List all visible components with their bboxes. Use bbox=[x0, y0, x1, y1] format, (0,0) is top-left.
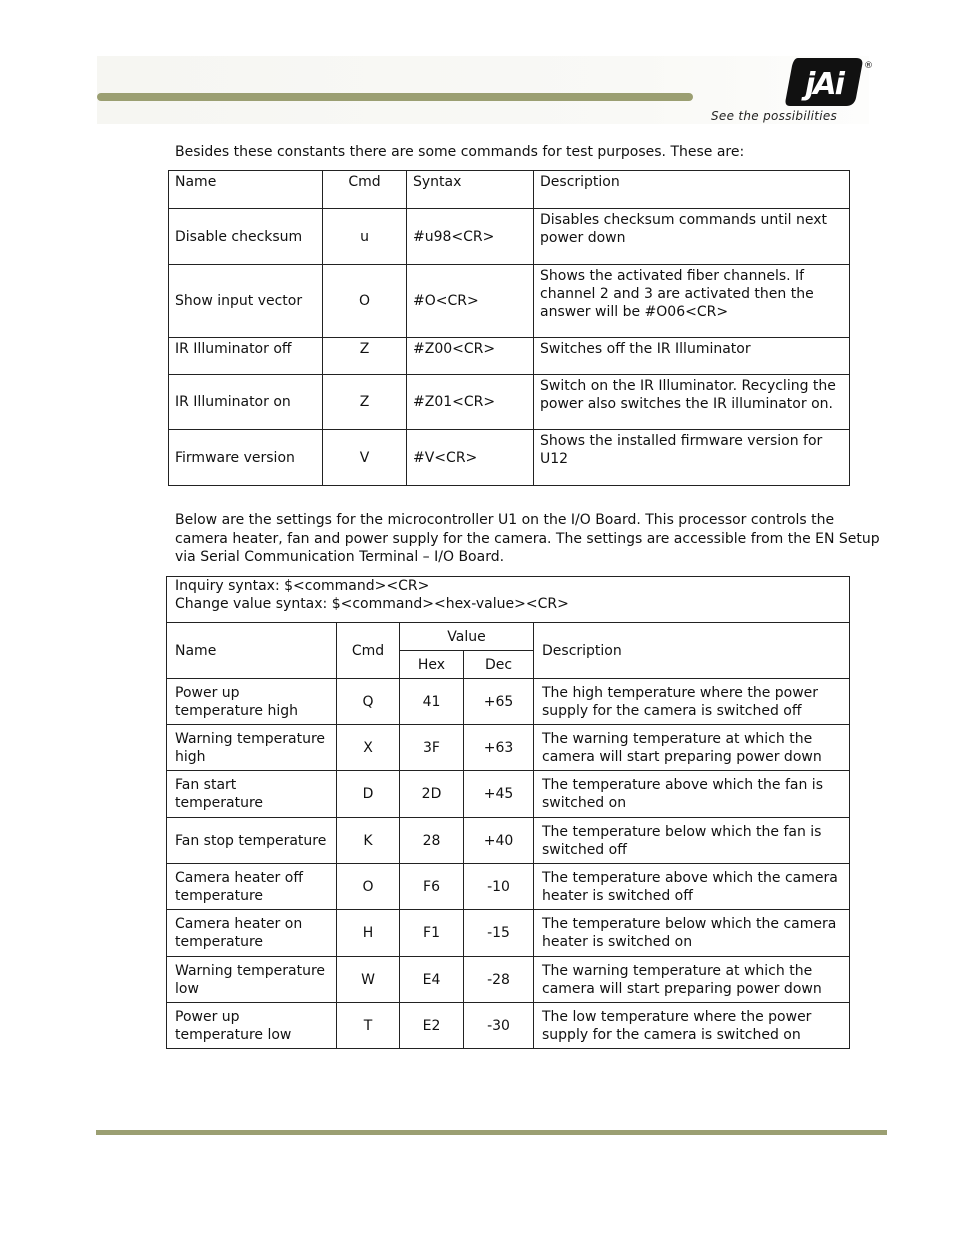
description-cell: Disables checksum commands until next power down bbox=[534, 209, 850, 265]
description-cell: Switches off the IR Illuminator bbox=[534, 338, 850, 375]
name-cell: Power up temperature high bbox=[167, 679, 337, 725]
description-cell: The temperature above which the camera heater is switched off bbox=[534, 864, 850, 910]
inquiry-syntax: Inquiry syntax: $<command><CR> bbox=[175, 578, 430, 594]
table-row bbox=[169, 338, 850, 375]
cmd-cell: Q bbox=[337, 679, 400, 725]
description-cell: The high temperature where the power supply for the camera is switched off bbox=[534, 679, 850, 725]
hex-cell: 28 bbox=[400, 818, 464, 864]
description-cell: The warning temperature at which the camera will start preparing power down bbox=[534, 725, 850, 771]
dec-cell: +63 bbox=[464, 725, 534, 771]
intro-paragraph: Besides these constants there are some commands for test purposes. These are: bbox=[175, 144, 745, 160]
dec-cell: -28 bbox=[464, 957, 534, 1003]
dec-cell: +45 bbox=[464, 771, 534, 818]
dec-cell: -30 bbox=[464, 1003, 534, 1049]
header-cell: Cmd bbox=[337, 623, 400, 679]
syntax-cell: #u98<CR> bbox=[407, 209, 534, 265]
syntax-cell: #V<CR> bbox=[407, 430, 534, 486]
jai-logo bbox=[786, 56, 873, 108]
header-rule bbox=[97, 93, 693, 101]
dec-cell: -15 bbox=[464, 910, 534, 957]
cmd-cell: O bbox=[323, 265, 407, 338]
cmd-cell: T bbox=[337, 1003, 400, 1049]
hex-cell: 41 bbox=[400, 679, 464, 725]
header-cell-dec: Dec bbox=[464, 651, 534, 679]
table-row bbox=[169, 209, 850, 265]
cmd-cell: H bbox=[337, 910, 400, 957]
header-cell-hex: Hex bbox=[400, 651, 464, 679]
name-cell: Warning temperature low bbox=[167, 957, 337, 1003]
table-row bbox=[169, 375, 850, 430]
name-cell: Power up temperature low bbox=[167, 1003, 337, 1049]
test-commands-table bbox=[168, 170, 850, 486]
table-row bbox=[167, 864, 850, 910]
svg-text:jAi: jAi bbox=[805, 67, 843, 102]
settings-intro-paragraph: Below are the settings for the microcontroller U1 on the I/O Board. This processor controls the camera heater, fan and power supply for the camera. The settings are accessible from the EN Setup via Serial Communication Terminal – I/O Board. bbox=[175, 512, 880, 565]
header-cell: Name bbox=[167, 623, 337, 679]
name-cell: Firmware version bbox=[169, 430, 323, 486]
hex-cell: E4 bbox=[400, 957, 464, 1003]
table-row bbox=[169, 265, 850, 338]
description-cell: The low temperature where the power supply for the camera is switched on bbox=[534, 1003, 850, 1049]
brand-tagline: See the possibilities bbox=[711, 109, 838, 123]
hex-cell: E2 bbox=[400, 1003, 464, 1049]
name-cell: Show input vector bbox=[169, 265, 323, 338]
cmd-cell: Z bbox=[323, 338, 407, 375]
hex-cell: 3F bbox=[400, 725, 464, 771]
name-cell: Fan stop temperature bbox=[167, 818, 337, 864]
header-cell: Description bbox=[534, 171, 850, 209]
header-cell: Description bbox=[534, 623, 850, 679]
header-cell: Syntax bbox=[407, 171, 534, 209]
name-cell: Fan start temperature bbox=[167, 771, 337, 818]
syntax-row bbox=[167, 577, 850, 623]
description-cell: Shows the activated fiber channels. If channel 2 and 3 are activated then the answer will be #O06<CR> bbox=[534, 265, 850, 338]
cmd-cell: u bbox=[323, 209, 407, 265]
svg-text:®: ® bbox=[864, 61, 873, 71]
hex-cell: 2D bbox=[400, 771, 464, 818]
dec-cell: +65 bbox=[464, 679, 534, 725]
cmd-cell: Z bbox=[323, 375, 407, 430]
header-cell: Cmd bbox=[323, 171, 407, 209]
table-header-row bbox=[169, 171, 850, 209]
hex-cell: F1 bbox=[400, 910, 464, 957]
table-row bbox=[167, 679, 850, 725]
description-cell: The temperature below which the fan is switched off bbox=[534, 818, 850, 864]
header-cell: Name bbox=[169, 171, 323, 209]
name-cell: Camera heater on temperature bbox=[167, 910, 337, 957]
description-cell: The warning temperature at which the camera will start preparing power down bbox=[534, 957, 850, 1003]
table-header-row bbox=[167, 623, 850, 651]
name-cell: Disable checksum bbox=[169, 209, 323, 265]
description-cell: The temperature below which the camera heater is switched on bbox=[534, 910, 850, 957]
dec-cell: -10 bbox=[464, 864, 534, 910]
header-cell-value: Value bbox=[400, 623, 534, 651]
dec-cell: +40 bbox=[464, 818, 534, 864]
table-row bbox=[167, 957, 850, 1003]
syntax-cell: #Z01<CR> bbox=[407, 375, 534, 430]
syntax-cell: #Z00<CR> bbox=[407, 338, 534, 375]
name-cell: Camera heater off temperature bbox=[167, 864, 337, 910]
table-row bbox=[169, 430, 850, 486]
syntax-cell: #O<CR> bbox=[407, 265, 534, 338]
cmd-cell: X bbox=[337, 725, 400, 771]
footer-rule bbox=[96, 1130, 887, 1135]
syntax-cell bbox=[167, 577, 850, 623]
io-board-settings-table bbox=[166, 576, 850, 1049]
description-cell: Shows the installed firmware version for U12 bbox=[534, 430, 850, 486]
hex-cell: F6 bbox=[400, 864, 464, 910]
name-cell: IR Illuminator on bbox=[169, 375, 323, 430]
table-row bbox=[167, 818, 850, 864]
cmd-cell: D bbox=[337, 771, 400, 818]
change-value-syntax: Change value syntax: $<command><hex-value><CR> bbox=[175, 596, 569, 612]
table-row bbox=[167, 1003, 850, 1049]
table-row bbox=[167, 910, 850, 957]
description-cell: Switch on the IR Illuminator. Recycling the power also switches the IR illuminator on. bbox=[534, 375, 850, 430]
description-cell: The temperature above which the fan is switched on bbox=[534, 771, 850, 818]
table-row bbox=[167, 725, 850, 771]
name-cell: IR Illuminator off bbox=[169, 338, 323, 375]
name-cell: Warning temperature high bbox=[167, 725, 337, 771]
cmd-cell: W bbox=[337, 957, 400, 1003]
table-row bbox=[167, 771, 850, 818]
cmd-cell: V bbox=[323, 430, 407, 486]
cmd-cell: O bbox=[337, 864, 400, 910]
cmd-cell: K bbox=[337, 818, 400, 864]
